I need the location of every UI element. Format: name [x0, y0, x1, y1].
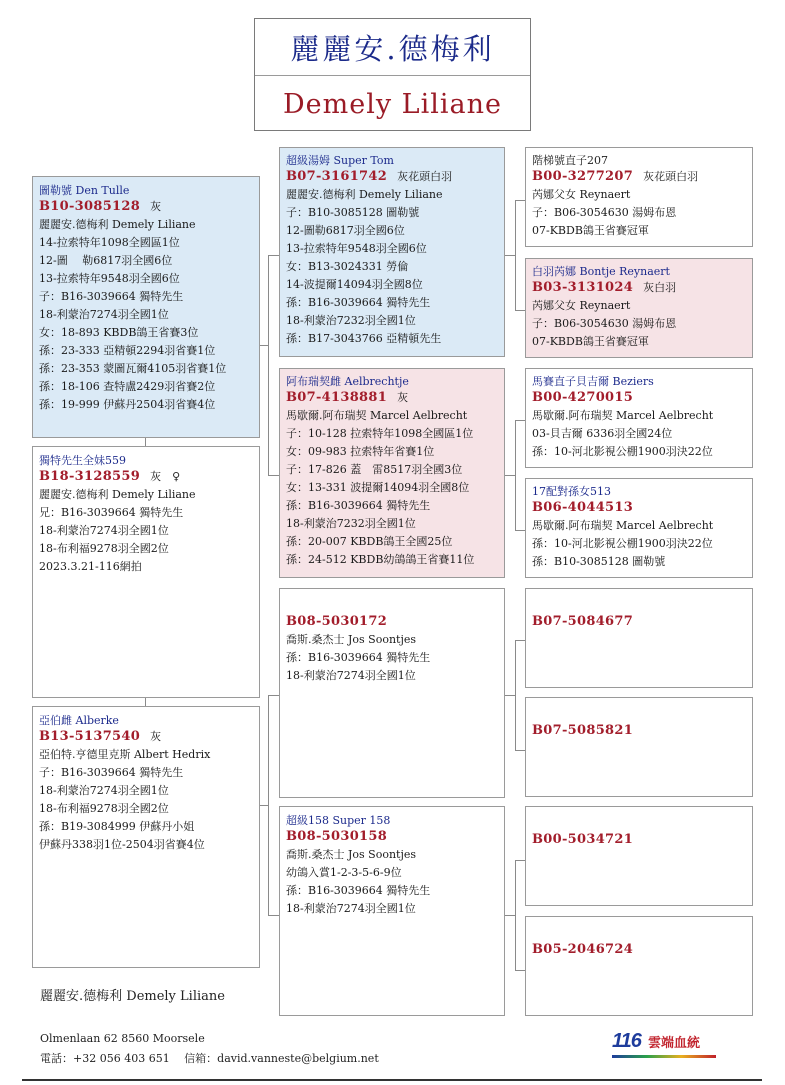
gp4-card[interactable] [279, 806, 505, 1016]
detail-line: 喬斯.桑杰士 Jos Soontjes [286, 633, 417, 646]
gp1-name: 超級湯姆 Super Tom [286, 154, 394, 167]
detail-line: 03-貝吉爾 6336羽全國24位 [532, 427, 673, 440]
detail-line: 18-利蒙治7232羽全國1位 [286, 517, 416, 530]
ggp4-ring: B06-4044513 [532, 500, 634, 515]
connector-line [515, 970, 525, 971]
ggp5-card[interactable] [525, 588, 753, 688]
detail-line: 孫：23-333 亞精頓2294羽省賽1位 [39, 344, 216, 357]
detail-line: 07-KBDB鴿王省賽冠軍 [532, 224, 649, 237]
detail-line: 孫：10-河北影視公棚1900羽決22位 [532, 445, 713, 458]
detail-line: 馬歇爾.阿布瑞契 Marcel Aelbrecht [286, 409, 468, 422]
connector-line [515, 310, 525, 311]
detail-line: 子：10-128 拉索特年1098全國區1位 [286, 427, 474, 440]
dam-sire-ring: B13-5137540 灰 [39, 729, 162, 744]
ggp2-name: 白羽芮娜 Bontje Reynaert [532, 265, 670, 278]
detail-line: 孫：B17-3043766 亞精頓先生 [286, 332, 442, 345]
detail-line: 女：18-893 KBDB鴿王省賽3位 [39, 326, 199, 339]
detail-line: 子：B16-3039664 獨特先生 [39, 766, 184, 779]
detail-line: 孫：B10-3085128 圖勒號 [532, 555, 666, 568]
title-divider [255, 75, 530, 76]
ggp5-ring: B07-5084677 [532, 614, 634, 629]
detail-line: 芮娜父女 Reynaert [532, 188, 631, 201]
detail-line: 馬歇爾.阿布瑞契 Marcel Aelbrecht [532, 409, 714, 422]
detail-line: 孫：B16-3039664 獨特先生 [286, 296, 431, 309]
detail-line: 芮娜父女 Reynaert [532, 299, 631, 312]
detail-line: 18-利蒙治7232羽全國1位 [286, 314, 416, 327]
detail-line: 18-布利福9278羽全國2位 [39, 542, 169, 555]
detail-line: 18-利蒙治7274羽全國1位 [286, 669, 416, 682]
detail-line: 孫：B19-3084999 伊蘇丹小姐 [39, 820, 195, 833]
dam-name: 獨特先生全妹559 [39, 454, 126, 467]
ggp3-name: 馬賽直子貝吉爾 Beziers [532, 375, 654, 388]
detail-line: 孫：18-106 查特盧2429羽省賽2位 [39, 380, 216, 393]
gp3-card[interactable] [279, 588, 505, 798]
owner-address: Olmenlaan 62 8560 Moorsele [40, 1032, 205, 1045]
logo-text: 雲端血統 [647, 1036, 700, 1051]
detail-line: 13-拉索特年9548羽全國6位 [39, 272, 180, 285]
connector-line [505, 915, 515, 916]
connector-line [515, 860, 516, 970]
brand-logo [612, 1030, 700, 1056]
detail-line: 麗麗安.德梅利 Demely Liliane [286, 188, 443, 201]
ggp7-card[interactable] [525, 806, 753, 906]
title-zh: 麗麗安.德梅利 [290, 32, 495, 66]
gp1-ring: B07-3161742 灰花頭白羽 [286, 169, 453, 184]
connector-line [268, 695, 269, 915]
detail-line: 孫：24-512 KBDB幼鴿鴿王省賽11位 [286, 553, 475, 566]
detail-line: 女：13-331 波提爾14094羽全國8位 [286, 481, 470, 494]
subject-details [39, 216, 255, 414]
connector-line [505, 695, 515, 696]
dam-ring: B18-3128559 灰 ♀ [39, 469, 181, 484]
gp2-card[interactable] [279, 368, 505, 578]
detail-line: 孫：B16-3039664 獨特先生 [286, 499, 431, 512]
title-box [254, 18, 531, 131]
connector-line [505, 255, 515, 256]
detail-line: 馬歇爾.阿布瑞契 Marcel Aelbrecht [532, 519, 714, 532]
owner-contact: 電話：+32 056 403 651 信箱：david.vanneste@belgium.net [40, 1052, 379, 1065]
detail-line: 子：B16-3039664 獨特先生 [39, 290, 184, 303]
detail-line: 喬斯.桑杰士 Jos Soontjes [286, 848, 417, 861]
detail-line: 18-利蒙治7274羽全國1位 [39, 308, 169, 321]
detail-line: 子：B10-3085128 圖勒號 [286, 206, 420, 219]
gp4-ring: B08-5030158 [286, 829, 388, 844]
ggp6-ring: B07-5085821 [532, 723, 634, 738]
ggp1-name: 階梯號直子207 [532, 154, 608, 167]
connector-line [515, 640, 516, 750]
detail-line: 子：17-826 蓋 雷8517羽全國3位 [286, 463, 463, 476]
ggp2-card[interactable] [525, 258, 753, 358]
subject-ring: B10-3085128 灰 [39, 199, 162, 214]
detail-line: 18-利蒙治7274羽全國1位 [39, 784, 169, 797]
ggp3-card[interactable] [525, 368, 753, 468]
bottom-rule [22, 1079, 762, 1081]
connector-line [515, 420, 516, 530]
ggp1-ring: B00-3277207 灰花頭白羽 [532, 169, 699, 184]
detail-line: 18-利蒙治7274羽全國1位 [286, 902, 416, 915]
subject-name: 圖勒號 Den Tulle [39, 184, 130, 197]
ggp6-card[interactable] [525, 697, 753, 797]
connector-line [515, 750, 525, 751]
ggp2-ring: B03-3131024 灰白羽 [532, 280, 677, 295]
ggp1-card[interactable] [525, 147, 753, 247]
detail-line: 12-圖勒6817羽全國6位 [286, 224, 405, 237]
detail-line: 18-布利福9278羽全國2位 [39, 802, 169, 815]
detail-line: 孫：B16-3039664 獨特先生 [286, 651, 431, 664]
detail-line: 孫：10-河北影視公棚1900羽決22位 [532, 537, 713, 550]
detail-line: 07-KBDB鴿王省賽冠軍 [532, 335, 649, 348]
connector-line [515, 860, 525, 861]
detail-line: 18-利蒙治7274羽全國1位 [39, 524, 169, 537]
ggp8-card[interactable] [525, 916, 753, 1016]
detail-line: 兄：B16-3039664 獨特先生 [39, 506, 184, 519]
detail-line: 孫：23-353 蒙圖瓦爾4105羽省賽1位 [39, 362, 227, 375]
connector-line [515, 530, 525, 531]
detail-line: 伊蘇丹338羽1位-2504羽省賽4位 [39, 838, 205, 851]
ggp3-ring: B00-4270015 [532, 390, 634, 405]
ggp4-card[interactable] [525, 478, 753, 578]
ggp4-name: 17配對孫女513 [532, 485, 611, 498]
detail-line: 14-拉索特年1098全國區1位 [39, 236, 180, 249]
connector-line [515, 420, 525, 421]
ggp8-ring: B05-2046724 [532, 942, 634, 957]
detail-line: 子：B06-3054630 湯姆布恩 [532, 317, 677, 330]
detail-line: 子：B06-3054630 湯姆布恩 [532, 206, 677, 219]
title-en: Demely Liliane [283, 89, 502, 120]
owner-name: 麗麗安.德梅利 Demely Liliane [40, 989, 225, 1004]
logo-number: 116 [612, 1030, 641, 1052]
connector-line [268, 255, 269, 475]
gp3-ring: B08-5030172 [286, 614, 388, 629]
dam-card[interactable] [32, 446, 260, 698]
logo-underline [612, 1055, 716, 1058]
connector-line [515, 640, 525, 641]
detail-line: 14-波提爾14094羽全國8位 [286, 278, 423, 291]
gp1-card[interactable] [279, 147, 505, 357]
dam-sire-card[interactable] [32, 706, 260, 968]
detail-line: 亞伯特.亨德里克斯 Albert Hedrix [39, 748, 211, 761]
detail-line: 12-圖 勒6817羽全國6位 [39, 254, 173, 267]
detail-line: 幼鴿入賞1-2-3-5-6-9位 [286, 866, 402, 879]
gp4-name: 超級158 Super 158 [286, 814, 391, 827]
detail-line: 孫：B16-3039664 獨特先生 [286, 884, 431, 897]
connector-line [515, 200, 525, 201]
detail-line: 女：B13-3024331 勞倫 [286, 260, 409, 273]
ggp7-ring: B00-5034721 [532, 832, 634, 847]
subject-card[interactable] [32, 176, 260, 438]
detail-line: 孫：20-007 KBDB鴿王全國25位 [286, 535, 453, 548]
gp2-ring: B07-4138881 灰 [286, 390, 409, 405]
detail-line: 麗麗安.德梅利 Demely Liliane [39, 218, 196, 231]
detail-line: 2023.3.21-116網拍 [39, 560, 142, 573]
connector-line [505, 475, 515, 476]
gp2-name: 阿布瑞契雌 Aelbrechtje [286, 375, 409, 388]
detail-line: 女：09-983 拉索特年省賽1位 [286, 445, 435, 458]
dam-sire-name: 亞伯雌 Alberke [39, 714, 119, 727]
connector-line [515, 200, 516, 310]
detail-line: 13-拉索特年9548羽全國6位 [286, 242, 427, 255]
detail-line: 麗麗安.德梅利 Demely Liliane [39, 488, 196, 501]
detail-line: 孫：19-999 伊蘇丹2504羽省賽4位 [39, 398, 216, 411]
